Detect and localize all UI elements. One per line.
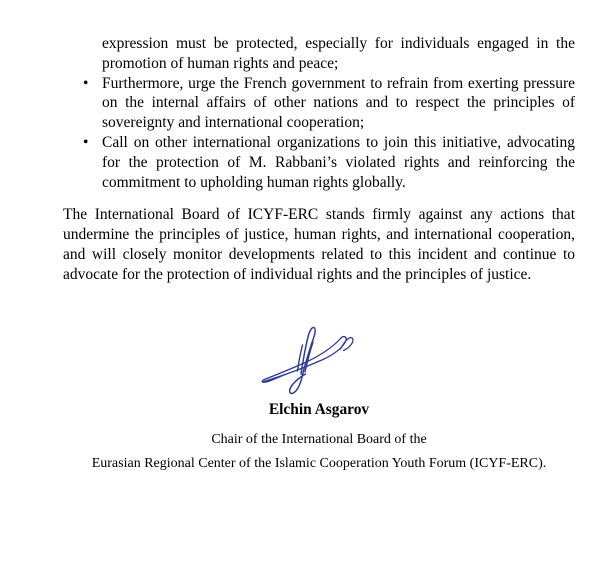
signatory-title-line-2: Eurasian Regional Center of the Islamic Cooperation Youth Forum (ICYF-ERC). (91, 455, 547, 471)
signatory-name: Elchin Asgarov (268, 400, 370, 418)
signatory-title-line-1: Chair of the International Board of the (211, 431, 427, 447)
bullet-icon: • (83, 133, 89, 151)
bullet-icon: • (83, 74, 89, 92)
bullet-item (63, 133, 575, 192)
signature-block (63, 318, 575, 398)
closing-paragraph: The International Board of ICYF-ERC stands firmly against any actions that undermine the principles of justice, human rights, and international cooperation, and will closely monitor developments related to this incident and continue to advocate for the protection of individual rights and the principles of justice. (63, 206, 575, 283)
bullet-list (63, 74, 575, 193)
letter-body (63, 34, 575, 474)
continuation-paragraph: expression must be protected, especially for individuals engaged in the promotion of human rights and peace; (102, 35, 575, 72)
bullet-item (63, 74, 575, 133)
handwritten-signature-icon (255, 318, 355, 398)
bullet-item-text: Furthermore, urge the French government to refrain from exerting pressure on the internal affairs of other nations and to respect the principles of sovereignty and international cooperation; (102, 74, 575, 132)
bullet-item-text: Call on other international organizations to join this initiative, advocating for the protection of M. Rabbani’s violated rights and reinforcing the commitment to upholding human rights globally. (102, 133, 575, 191)
